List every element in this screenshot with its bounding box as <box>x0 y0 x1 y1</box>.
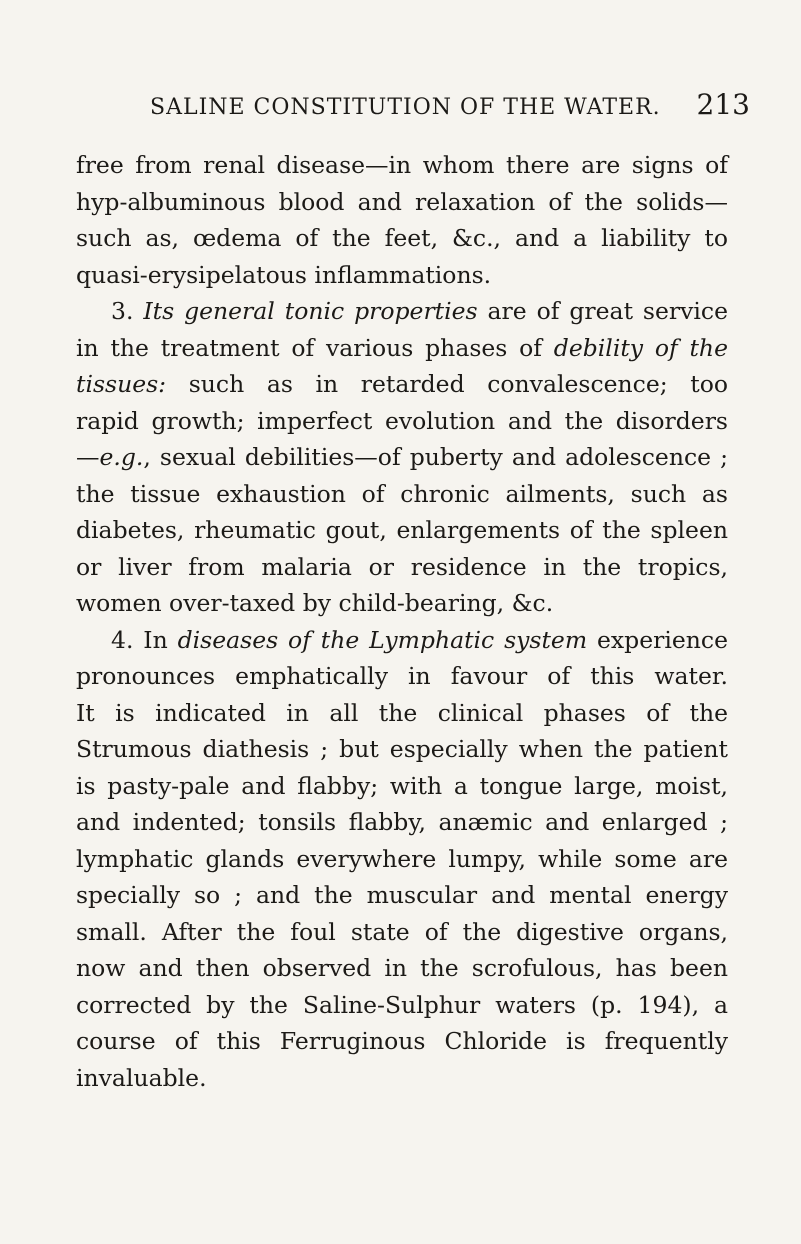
text-line: pronounces emphatically in favour of this water. <box>76 662 728 690</box>
paragraph-3 <box>76 293 728 622</box>
text-line: It is indicated in all the clinical phases of the <box>76 698 728 727</box>
text-run: , sexual debilities—of puberty and adolescence ; <box>143 443 728 471</box>
section-number: 4. In <box>111 625 178 654</box>
text-line: the tissue exhaustion of chronic ailments, such as <box>76 479 728 508</box>
emphasis: tissues: <box>76 370 167 398</box>
text-line: rapid growth; imperfect evolution and the disorders <box>76 406 728 435</box>
emphasis: Its general tonic properties <box>143 297 478 325</box>
text-line: course of this Ferruginous Chloride is frequently <box>76 1027 728 1055</box>
text-line: or liver from malaria or residence in the tropics, <box>76 552 728 581</box>
text-line: diabetes, rheumatic gout, enlargements of the spleen <box>76 516 728 544</box>
text-run: — <box>76 443 100 471</box>
text-run: in the treatment of various phases of <box>76 333 554 362</box>
text-line: hyp-albuminous blood and relaxation of the solids— <box>76 187 728 216</box>
text-line <box>76 366 728 403</box>
text-line: small. After the foul state of the digestive organs, <box>76 917 728 946</box>
body-text <box>76 147 728 1096</box>
emphasis: debility of the <box>553 333 728 362</box>
text-line: women over-taxed by child-bearing, &c. <box>76 589 554 617</box>
text-line: Strumous diathesis ; but especially when the patient <box>76 735 728 763</box>
text-line: invaluable. <box>76 1063 207 1092</box>
emphasis: diseases of the Lymphatic system <box>177 625 588 654</box>
page-number: 213 <box>696 88 750 121</box>
text-line: quasi-erysipelatous inflammations. <box>76 260 492 289</box>
page-header <box>150 88 750 121</box>
text-run: such as in retarded convalescence; too <box>166 370 728 398</box>
text-line <box>76 330 728 367</box>
text-line <box>76 622 728 659</box>
emphasis: e.g. <box>99 443 144 471</box>
text-line: specially so ; and the muscular and mental energy <box>76 881 728 909</box>
text-line: free from renal disease—in whom there are signs of <box>76 151 728 179</box>
text-run: experience <box>587 625 728 654</box>
text-line <box>76 439 728 476</box>
text-run: are of great service <box>477 297 728 325</box>
text-line: and indented; tonsils flabby, anæmic and enlarged ; <box>76 808 728 836</box>
paragraph-4 <box>76 622 728 1097</box>
running-title: SALINE CONSTITUTION OF THE WATER. <box>150 95 661 120</box>
text-line: is pasty-pale and flabby; with a tongue large, moist, <box>76 771 728 800</box>
text-line: such as, œdema of the feet, &c., and a liability to <box>76 224 728 252</box>
paragraph-continued <box>76 147 728 293</box>
text-line: now and then observed in the scrofulous, has been <box>76 954 728 982</box>
text-line <box>76 293 728 330</box>
text-line: lymphatic glands everywhere lumpy, while some are <box>76 844 728 873</box>
text-line: corrected by the Saline-Sulphur waters (p. 194), a <box>76 990 728 1019</box>
section-number: 3. <box>111 297 144 325</box>
